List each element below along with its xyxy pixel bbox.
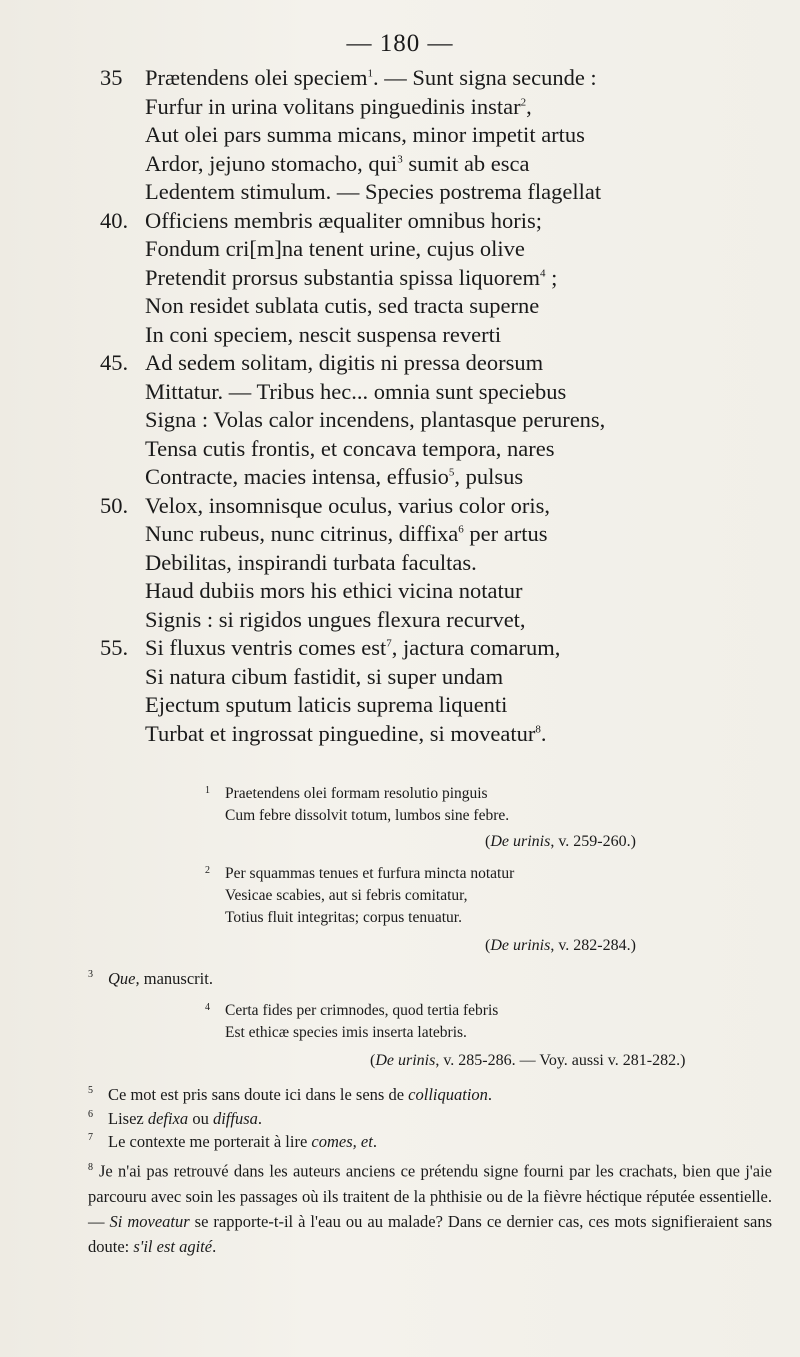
verse-line [0,463,800,492]
verse-segment: Non residet sublata cutis, sed tracta superne [145,293,540,318]
verse-line [0,520,800,549]
verse-text [145,634,560,663]
footnote-line [0,805,800,827]
footnote-text: Lisez [108,1108,148,1128]
footnote-6 [0,1107,800,1131]
verse-number: 45. [100,350,129,375]
footnote-italic: Que, [108,969,140,988]
verse-segment: Ad sedem solitam, digitis ni pressa deorsum [145,350,544,375]
footnote-line [0,907,800,929]
verse-text [145,264,557,293]
verse-text [145,520,547,549]
verse-line [0,691,800,720]
footnote-line [0,1000,800,1022]
footnote-text: Je n'ai pas retrouvé dans les auteurs anciens ce prétendu signe fourni par les crachats, bien que j'aie parcouru avec soin les passages où ils traitent de la phthisie ou de la fièvre héctique réputée essentielle. — [88,1161,772,1231]
verse-line [0,634,800,663]
ref-open: ( [485,937,491,954]
verse-segment: Ejectum sputum laticis suprema liquenti [145,692,508,717]
verse-text [145,720,547,749]
page-number: — 180 — [346,30,454,57]
footnote-marker: 4 [205,1002,210,1013]
verse-segment: Nunc rubeus, nunc citrinus, diffixa [145,521,459,546]
verse-number: 40. [100,207,129,233]
footnote-text: Cum febre dissolvit totum, lumbos sine febre. [225,807,510,824]
verse-line [0,207,800,236]
verse-segment: Furfur in urina volitans pinguedinis instar [145,93,521,119]
verse-text [145,492,550,521]
footnote-marker: 1 [205,785,210,796]
verse-text [145,207,542,236]
verse-number: 55. [100,635,129,660]
footnote-text: Totius fluit integritas; corpus tenuatur. [225,909,462,926]
verse-segment: Signa : Volas calor incendens, plantasque perurens, [145,407,606,432]
footnote-after: . [212,1236,217,1256]
footnote-text: Certa fides per crimnodes, quod tertia febris [225,1002,499,1019]
verse-text [145,64,597,93]
footnote-ref-marker: 4 [539,267,546,279]
verse-segment: Officiens membris æqualiter omnibus horis; [145,207,543,233]
verse-segment: Ledentem stimulum. — Species postrema flagellat [145,179,602,204]
verse-text [145,577,522,606]
verse-segment: Prætendens olei speciem [145,65,368,90]
ref-rest: , v. 282-284.) [550,937,636,954]
footnote-ref-marker: 7 [386,637,392,650]
verse-segment: per artus [463,521,548,546]
verse-segment: . — Sunt signa secunde : [372,65,597,90]
footnote-italic: comes, et [311,1132,373,1151]
footnote-marker: 5 [88,1085,93,1096]
footnote-italic: Si moveatur [109,1211,190,1231]
verse-line [0,235,800,264]
footnote-reference [0,827,800,857]
verse-segment: Mittatur. — Tribus hec... omnia sunt speciebus [145,378,567,404]
footnote-ref-marker: 2 [520,96,527,108]
latin-verses [0,64,800,748]
footnote-text-2: se rapporte-t-il à l'eau ou au malade? Dans ce dernier cas, ces mots signifieraient sans doute: [88,1211,772,1256]
verse-line [0,93,800,122]
verse-line [0,264,800,293]
verse-line [0,406,800,435]
footnotes-5-7 [0,1083,800,1154]
verse-line [0,435,800,464]
verse-segment: Fondum cri[m]na tenent urine, cujus olive [145,236,525,261]
footnote-mid: ou [188,1108,213,1128]
footnote-italic-2: s'il est agité [133,1236,213,1256]
footnote-1 [0,783,800,857]
verse-text [145,549,477,578]
verse-line [0,577,800,606]
verse-line [0,178,800,207]
verse-line [0,720,800,749]
verse-line [0,321,800,350]
ref-open: ( [370,1052,376,1069]
footnote-reference [0,1044,800,1078]
verse-segment: Signis : si rigidos ungues flexura recurvet, [145,606,526,632]
verse-text [145,235,525,264]
verse-line [0,64,800,93]
footnote-after: . [257,1108,262,1128]
verse-number: 50. [100,492,129,518]
footnote-text: manuscrit. [139,969,213,988]
verse-line [0,292,800,321]
verse-text [145,606,526,635]
ref-work: De urinis [490,833,551,850]
verse-line [0,378,800,407]
footnote-marker: 7 [88,1132,93,1143]
verse-text [145,321,501,350]
footnote-italic-2: diffusa [212,1108,258,1128]
verse-text [145,406,605,435]
footnote-marker: 8 [88,1162,93,1173]
footnote-line [0,783,800,805]
verse-segment: Si fluxus ventris comes est [145,635,387,660]
verse-segment: Velox, insomnisque oculus, varius color oris, [145,492,550,518]
verse-segment: ; [545,264,558,290]
verse-text [145,378,566,407]
footnote-ref-marker: 3 [397,153,403,165]
footnote-4 [0,1000,800,1078]
footnote-3 [0,967,800,991]
verse-segment: Turbat et ingrossat pinguedine, si moveatur [145,720,536,746]
verse-text [145,178,601,207]
footnote-text: Le contexte me porterait à lire [108,1132,312,1151]
footnote-after: . [372,1132,377,1151]
ref-work: De urinis [375,1052,436,1069]
verse-line [0,663,800,692]
verse-segment: Pretendit prorsus substantia spissa liquorem [145,264,540,290]
footnote-after: . [487,1085,493,1104]
verse-line [0,121,800,150]
verse-segment: sumit ab esca [402,150,530,176]
verse-text [145,150,530,179]
verse-text [145,691,507,720]
footnote-8 [88,1155,772,1259]
footnote-ref-marker: 6 [458,523,464,536]
verse-number: 35 [100,65,123,90]
verse-text [145,463,523,492]
ref-rest: , v. 259-260.) [550,833,636,850]
footnote-line [0,967,800,991]
ref-rest: , v. 285-286. — Voy. aussi v. 281-282.) [435,1052,686,1069]
footnote-7 [0,1130,800,1154]
verse-text [145,121,585,150]
footnote-text: Per squammas tenues et furfura mincta notatur [225,865,515,882]
verse-segment: , jactura comarum, [391,635,561,660]
verse-text [145,93,532,122]
verse-segment: Haud dubiis mors his ethici vicina notatur [145,578,523,603]
verse-segment: Debilitas, inspirandi turbata facultas. [145,549,477,575]
verse-line [0,492,800,521]
footnote-reference [0,929,800,963]
verse-text [145,435,555,464]
verse-segment: , [526,93,532,119]
verse-line [0,349,800,378]
footnote-ref-marker: 8 [535,723,541,735]
footnote-marker: 6 [88,1108,93,1120]
footnote-italic: colliquation [408,1085,488,1104]
verse-text [145,663,503,692]
footnote-ref-marker: 1 [367,67,373,80]
ref-work: De urinis [490,937,551,954]
footnote-5 [0,1083,800,1107]
verse-segment: Aut olei pars summa micans, minor impetit artus [145,122,585,147]
verse-line [0,606,800,635]
footnote-line [0,885,800,907]
verse-segment: . [540,720,547,746]
ref-open: ( [485,833,491,850]
footnote-marker: 2 [205,865,210,876]
footnote-2 [0,863,800,963]
verse-line [0,150,800,179]
verse-segment: , pulsus [454,464,524,489]
verse-text [145,292,539,321]
footnote-text: Ce mot est pris sans doute ici dans le sens de [108,1085,409,1104]
verse-text [145,349,543,378]
footnote-ref-marker: 5 [448,466,455,479]
verse-segment: Si natura cibum fastidit, si super undam [145,663,504,689]
footnote-text: Vesicae scabies, aut si febris comitatur, [225,887,468,904]
footnote-line [0,863,800,885]
verse-segment: Contracte, macies intensa, effusio [145,464,449,489]
footnote-text: Praetendens olei formam resolutio pinguis [225,785,488,802]
verse-line [0,549,800,578]
verse-segment: Tensa cutis frontis, et concava tempora, nares [145,435,555,461]
footnote-line [0,1022,800,1044]
verse-segment: Ardor, jejuno stomacho, qui [145,150,398,176]
footnote-italic: defixa [147,1108,189,1128]
footnote-text: Est ethicæ species imis inserta latebris. [225,1024,467,1041]
footnote-marker: 3 [88,969,93,980]
verse-segment: In coni speciem, nescit suspensa reverti [145,321,502,347]
